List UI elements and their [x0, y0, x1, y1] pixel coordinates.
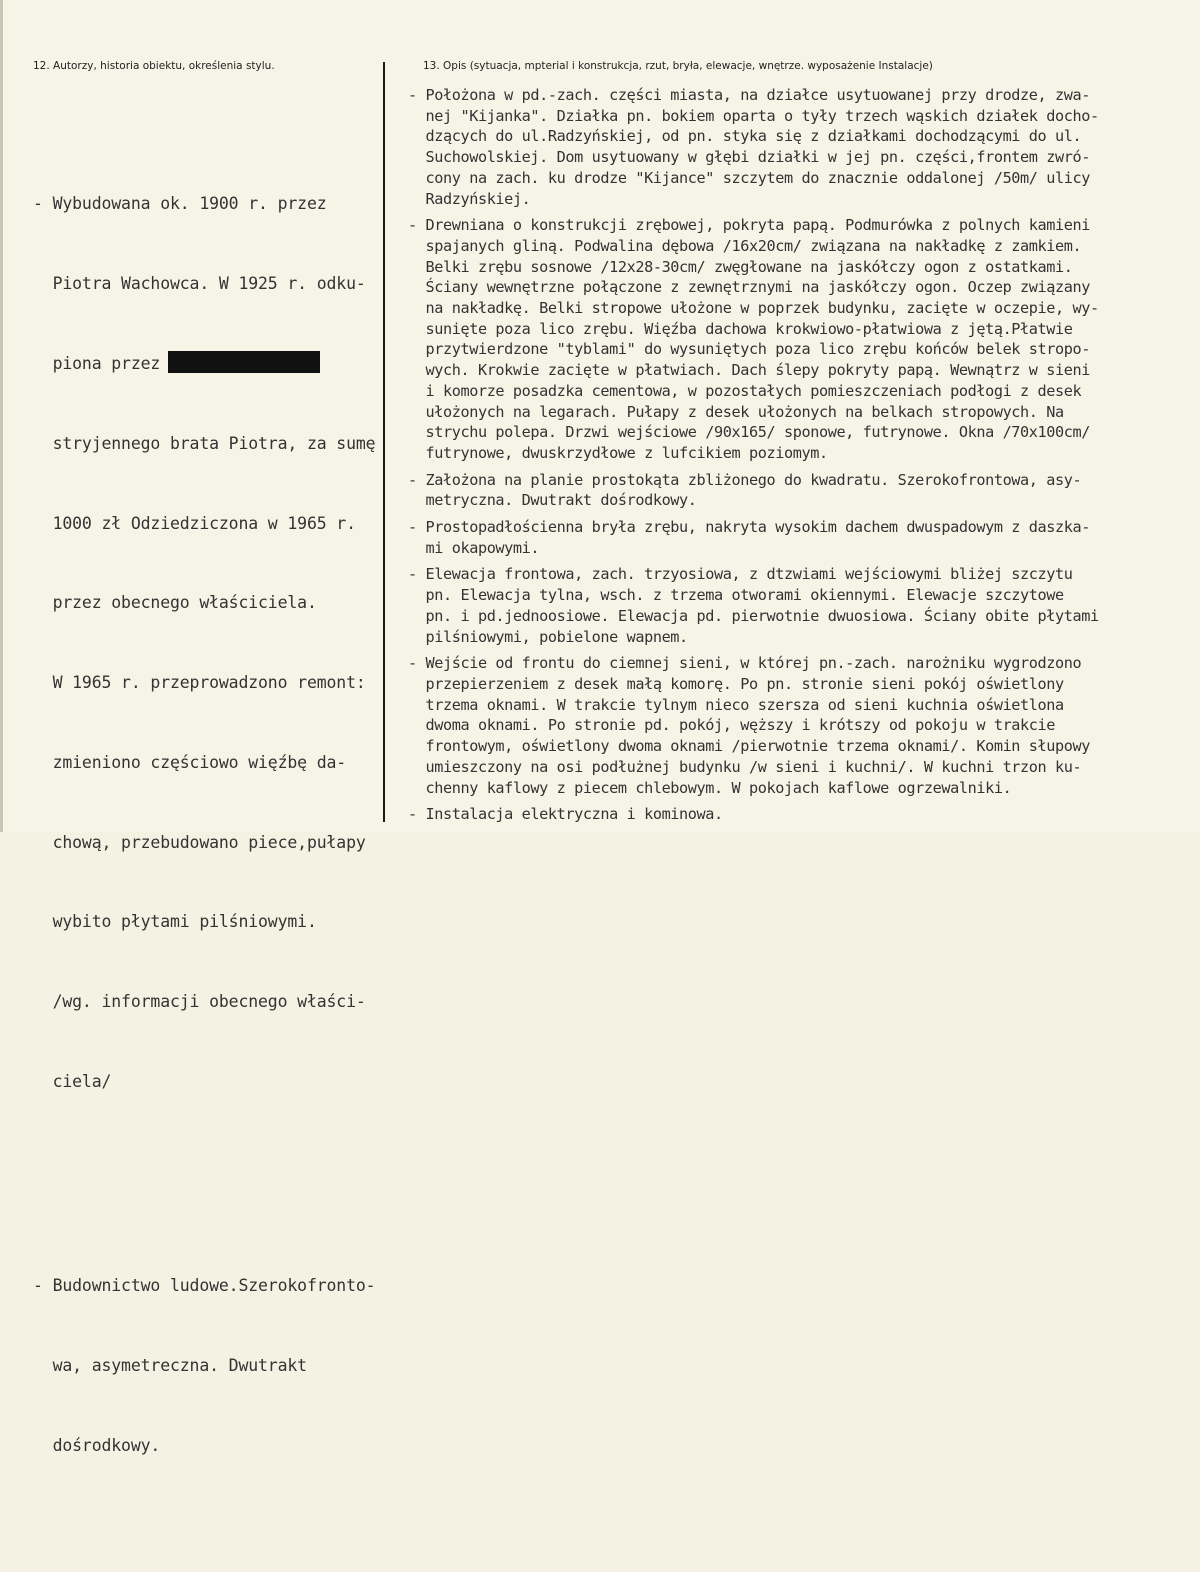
text-line: Ściany wewnętrzne połączone z zewnętrznymi na jaskółczy ogon. Oczep związany [408, 278, 1091, 297]
text-line: pilśniowymi, pobielone wapnem. [408, 627, 688, 646]
text-line: - Elewacja frontowa, zach. trzyosiowa, z dtzwiami wejściowymi bliżej szczytu [408, 565, 1073, 584]
text-line: trzema oknami. W trakcie tylnym nieco szersza od sieni kuchnia oświetlona [408, 695, 1064, 714]
text-line: /wg. informacji obecnego właści- [33, 992, 366, 1012]
redaction-bar [168, 351, 320, 373]
text-line: Piotra Wachowca. W 1925 r. odku- [33, 274, 366, 294]
text-line: wych. Krokwie zacięte w płatwiach. Dach ślepy pokryty papą. Wewnątrz w sieni [408, 361, 1091, 380]
text-line: stryjennego brata Piotra, za sumę [33, 433, 376, 453]
text-line: mi okapowymi. [408, 538, 540, 557]
history-entry [33, 138, 375, 1149]
description-entry [408, 215, 1099, 463]
left-section-header: 12. Autorzy, historia obiektu, określenia stylu. [33, 60, 275, 72]
text-line: - Instalacja elektryczna i kominowa. [408, 805, 723, 824]
text-line-fragment: piona przez [33, 353, 161, 373]
text-line: strychu polepa. Drzwi wejściowe /90x165/ sponowe, futrynowe. Okna /70x100cm/ [408, 423, 1091, 442]
text-line: - Wejście od frontu do ciemnej sieni, w której pn.-zach. narożniku wygrodzono [408, 654, 1082, 673]
text-line: metryczna. Dwutrakt dośrodkowy. [408, 491, 697, 510]
right-column [408, 85, 1099, 831]
text-line: przez obecnego właściciela. [33, 593, 317, 613]
text-line: W 1965 r. przeprowadzono remont: [33, 673, 366, 693]
text-line: chową, przebudowano piece,pułapy [33, 832, 366, 852]
text-line: dośrodkowy. [33, 1435, 161, 1455]
style-entry [33, 1220, 375, 1513]
right-section-header: 13. Opis (sytuacja, mpterial i konstrukcja, rzut, bryła, elewacje, wnętrze. wyposażenie Instalacje) [423, 60, 933, 72]
text-line: ułożonych na legarach. Pułapy z desek ułożonych na belkach stropowych. Na [408, 402, 1064, 421]
text-line: na nakładkę. Belki stropowe ułożone w poprzek budynku, zacięte w oczepie, wy- [408, 299, 1099, 318]
text-line: - Drewniana o konstrukcji zrębowej, pokryta papą. Podmurówka z polnych kamieni [408, 216, 1091, 235]
description-entry [408, 85, 1099, 209]
text-line: umieszczony na osi podłużnej budynku /w sieni i kuchni/. W kuchni trzon ku- [408, 757, 1082, 776]
text-line: frontowym, oświetlony dwoma oknami /pierwotnie trzema oknami/. Komin słupowy [408, 737, 1091, 756]
text-line: wybito płytami pilśniowymi. [33, 912, 317, 932]
text-line: 1000 zł Odziedziczona w 1965 r. [33, 513, 356, 533]
text-line: spajanych gliną. Podwalina dębowa /16x20cm/ związana na nakładkę z zamkiem. [408, 236, 1082, 255]
text-line: wa, asymetreczna. Dwutrakt [33, 1355, 307, 1375]
text-line: - Prostopadłościenna bryła zrębu, nakryta wysokim dachem dwuspadowym z daszka- [408, 518, 1091, 537]
text-line: Suchowolskiej. Dom usytuowany w głębi działki w jej pn. części,frontem zwró- [408, 148, 1091, 167]
text-line: futrynowe, dwuskrzydłowe z lufcikiem poziomym. [408, 443, 828, 462]
text-line [33, 351, 375, 378]
text-line: dwoma oknami. Po stronie pd. pokój, węższy i krótszy od pokoju w trakcie [408, 716, 1056, 735]
text-line: cony na zach. ku drodze "Kijance" szczytem do znacznie oddalonej /50m/ ulicy [408, 168, 1091, 187]
text-line: zmieniono częściowo więźbę da- [33, 752, 347, 772]
text-line: i komorze posadzka cementowa, w pozostałych pomieszczeniach podłogi z desek [408, 381, 1082, 400]
text-line: sunięte poza lico zrębu. Więźba dachowa krokwiowo-płatwiowa z jętą.Płatwie [408, 319, 1073, 338]
text-line: - Położona w pd.-zach. części miasta, na działce usytuowanej przy drodze, zwa- [408, 86, 1091, 104]
text-line: przepierzeniem z desek małą komorę. Po pn. stronie sieni pokój oświetlony [408, 674, 1064, 693]
text-line: ciela/ [33, 1071, 112, 1091]
text-line: przytwierdzone "tyblami" do wysuniętych poza lico zrębu końców belek stropo- [408, 340, 1091, 359]
left-column [33, 85, 375, 1572]
text-line: - Wybudowana ok. 1900 r. przez [33, 194, 327, 214]
column-divider [383, 62, 385, 822]
description-entry [408, 470, 1099, 511]
text-line: - Założona na planie prostokąta zbliżonego do kwadratu. Szerokofrontowa, asy- [408, 470, 1082, 489]
text-line: pn. i pd.jednoosiowe. Elewacja pd. pierwotnie dwuosiowa. Ściany obite płytami [408, 606, 1099, 625]
text-line: pn. Elewacja tylna, wsch. z trzema otworami okiennymi. Elewacje szczytowe [408, 586, 1064, 605]
text-line: Radzyńskiej. [408, 189, 531, 208]
text-line: nej "Kijanka". Działka pn. bokiem oparta o tyły trzech wąskich działek docho- [408, 106, 1099, 125]
description-entry [408, 517, 1099, 558]
description-entry [408, 564, 1099, 647]
text-line: dzących do ul.Radzyńskiej, od pn. styka się z działkami dochodzącymi do ul. [408, 127, 1082, 146]
text-line: Belki zrębu sosnowe /12x28-30cm/ zwęgłowane na jaskółczy ogon z ostatkami. [408, 257, 1073, 276]
description-entry [408, 804, 1099, 825]
text-line: - Budownictwo ludowe.Szerokofronto- [33, 1276, 376, 1296]
text-line: chenny kaflowy z piecem chlebowym. W pokojach kaflowe ogrzewalniki. [408, 778, 1012, 797]
description-entry [408, 653, 1099, 798]
